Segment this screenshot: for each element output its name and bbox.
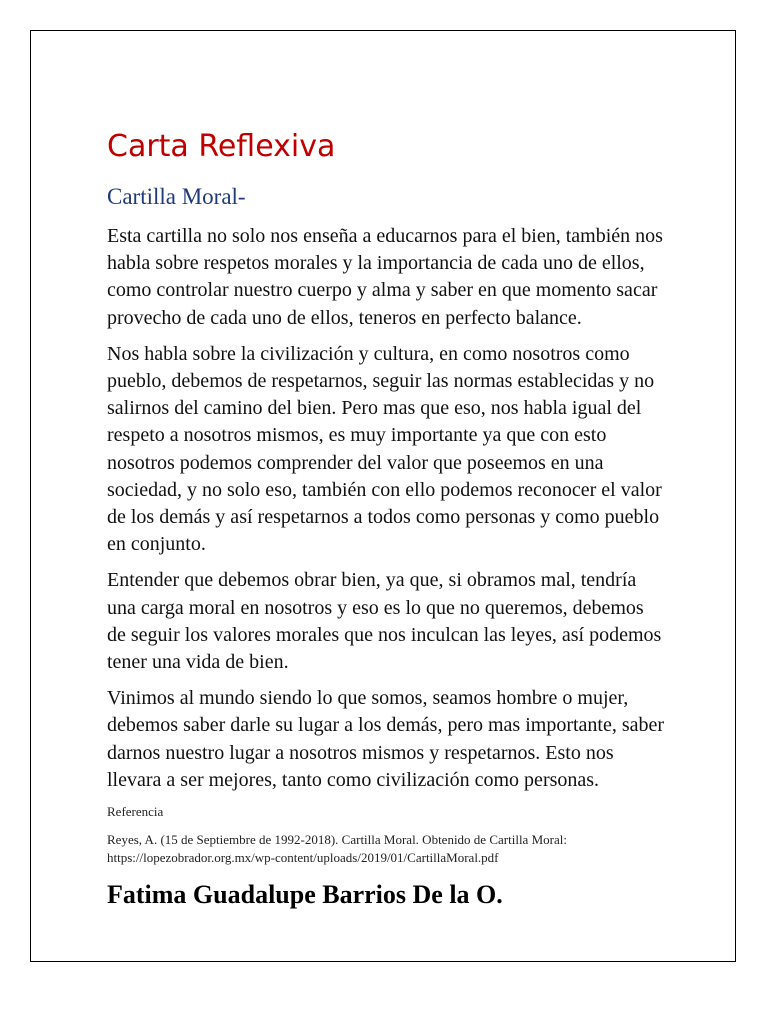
document-subtitle: Cartilla Moral- — [107, 184, 246, 209]
paragraph-1: Esta cartilla no solo nos enseña a educarnos para el bien, también nos habla sobre respetos morales y la importancia de cada uno de ellos, como controlar nuestro cuerpo y alma y saber en que momento sacar provecho de cada uno de ellos, teneros en perfecto balance. — [107, 225, 663, 329]
document-title: Carta Reflexiva — [107, 129, 336, 164]
paragraph-2: Nos habla sobre la civilización y cultura, en como nosotros como pueblo, debemos de respetarnos, seguir las normas establecidas y no salirnos del camino del bien. Pero mas que eso, nos habla igual del respeto a nosotros mismos, es muy importante ya que con esto nosotros podemos comprender del valor que poseemos en una sociedad, y no solo eso, también con ello podemos reconocer el valor de los demás y así respetarnos a todos como personas y como pueblo en conjunto. — [107, 342, 662, 556]
document-content — [107, 127, 667, 911]
paragraph-3: Entender que debemos obrar bien, ya que, si obramos mal, tendría una carga moral en nosotros y eso es lo que no queremos, debemos de seguir los valores morales que nos inculcan las leyes, así podemos tener una vida de bien. — [107, 569, 662, 674]
reference-citation: Reyes, A. (15 de Septiembre de 1992-2018). Cartilla Moral. Obtenido de Cartilla Moral: https://lopezobrador.org.mx/wp-content/uploads/2019/01/CartillaMoral.pdf — [107, 832, 567, 866]
document-page — [30, 30, 736, 962]
author-name: Fatima Guadalupe Barrios De la O. — [107, 880, 503, 910]
reference-label: Referencia — [107, 804, 164, 820]
paragraph-4: Vinimos al mundo siendo lo que somos, seamos hombre o mujer, debemos saber darle su lugar a los demás, pero mas importante, saber darnos nuestro lugar a nosotros mismos y respetarnos. Esto nos llevara a ser mejores, tanto como civilización como personas. — [107, 687, 665, 791]
